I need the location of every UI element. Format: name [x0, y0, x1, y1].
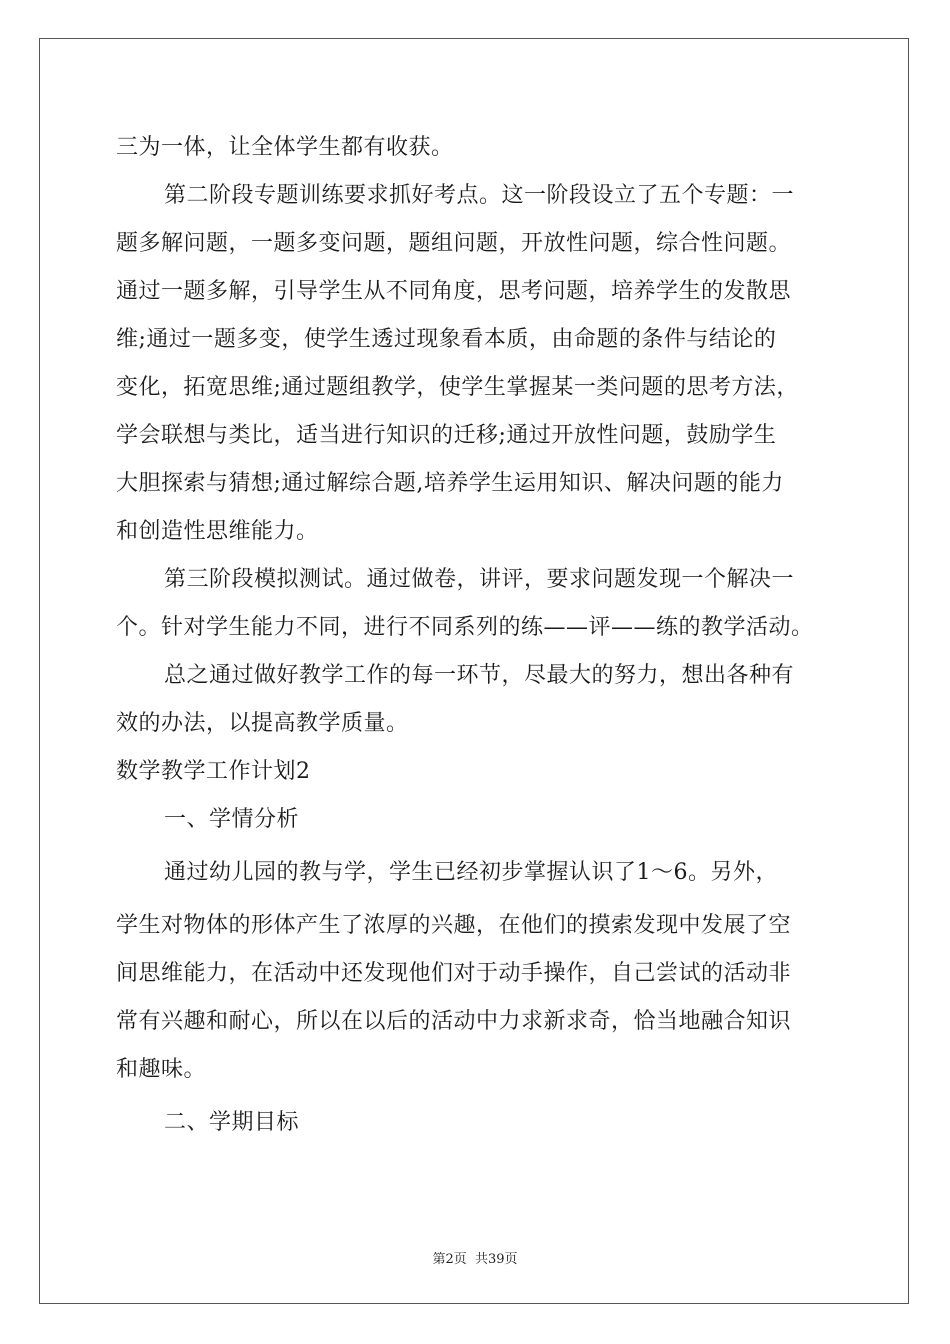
- text-line: 维;通过一题多变，使学生透过现象看本质，由命题的条件与结论的: [116, 327, 777, 352]
- text-line: 大胆探索与猜想;通过解综合题,培养学生运用知识、解决问题的能力: [116, 471, 784, 496]
- text-line: 三为一体，让全体学生都有收获。: [116, 135, 454, 160]
- page-total: 共39页: [474, 1252, 518, 1267]
- section-title: 数学教学工作计划2: [116, 759, 311, 784]
- page-number: 第2页: [432, 1252, 467, 1267]
- paragraph-start: 总之通过做好教学工作的每一环节，尽最大的努力，想出各种有: [164, 663, 795, 688]
- text-line: 和创造性思维能力。: [116, 519, 319, 544]
- document-body: [116, 124, 836, 1152]
- text-line: 常有兴趣和耐心，所以在以后的活动中力求新求奇，恰当地融合知识: [116, 1009, 792, 1034]
- text-line: 题多解问题，一题多变问题，题组问题，开放性问题，综合性问题。: [116, 231, 792, 256]
- paragraph-start: 第三阶段模拟测试。通过做卷，讲评，要求问题发现一个解决一: [164, 567, 795, 592]
- text-line: 通过一题多解，引导学生从不同角度，思考问题，培养学生的发散思: [116, 279, 792, 304]
- paragraph-start: 第二阶段专题训练要求抓好考点。这一阶段设立了五个专题：一: [164, 183, 795, 208]
- text-line: 效的办法，以提高教学质量。: [116, 711, 409, 736]
- text-line: 间思维能力，在活动中还发现他们对于动手操作，自己尝试的活动非: [116, 961, 792, 986]
- text-line: 变化，拓宽思维;通过题组教学，使学生掌握某一类问题的思考方法，: [116, 375, 799, 400]
- paragraph-start: 通过幼儿园的教与学，学生已经初步掌握认识了1～6。另外，: [164, 860, 778, 885]
- page-footer: [0, 1248, 950, 1267]
- text-line: 学生对物体的形体产生了浓厚的兴趣，在他们的摸索发现中发展了空: [116, 913, 792, 938]
- section-heading: 一、学情分析: [164, 807, 300, 832]
- text-line: 学会联想与类比，适当进行知识的迁移;通过开放性问题，鼓励学生: [116, 423, 777, 448]
- text-line: 和趣味。: [116, 1057, 207, 1082]
- section-heading: 二、学期目标: [164, 1110, 300, 1135]
- text-line: 个。针对学生能力不同，进行不同系列的练——评——练的教学活动。: [116, 615, 814, 640]
